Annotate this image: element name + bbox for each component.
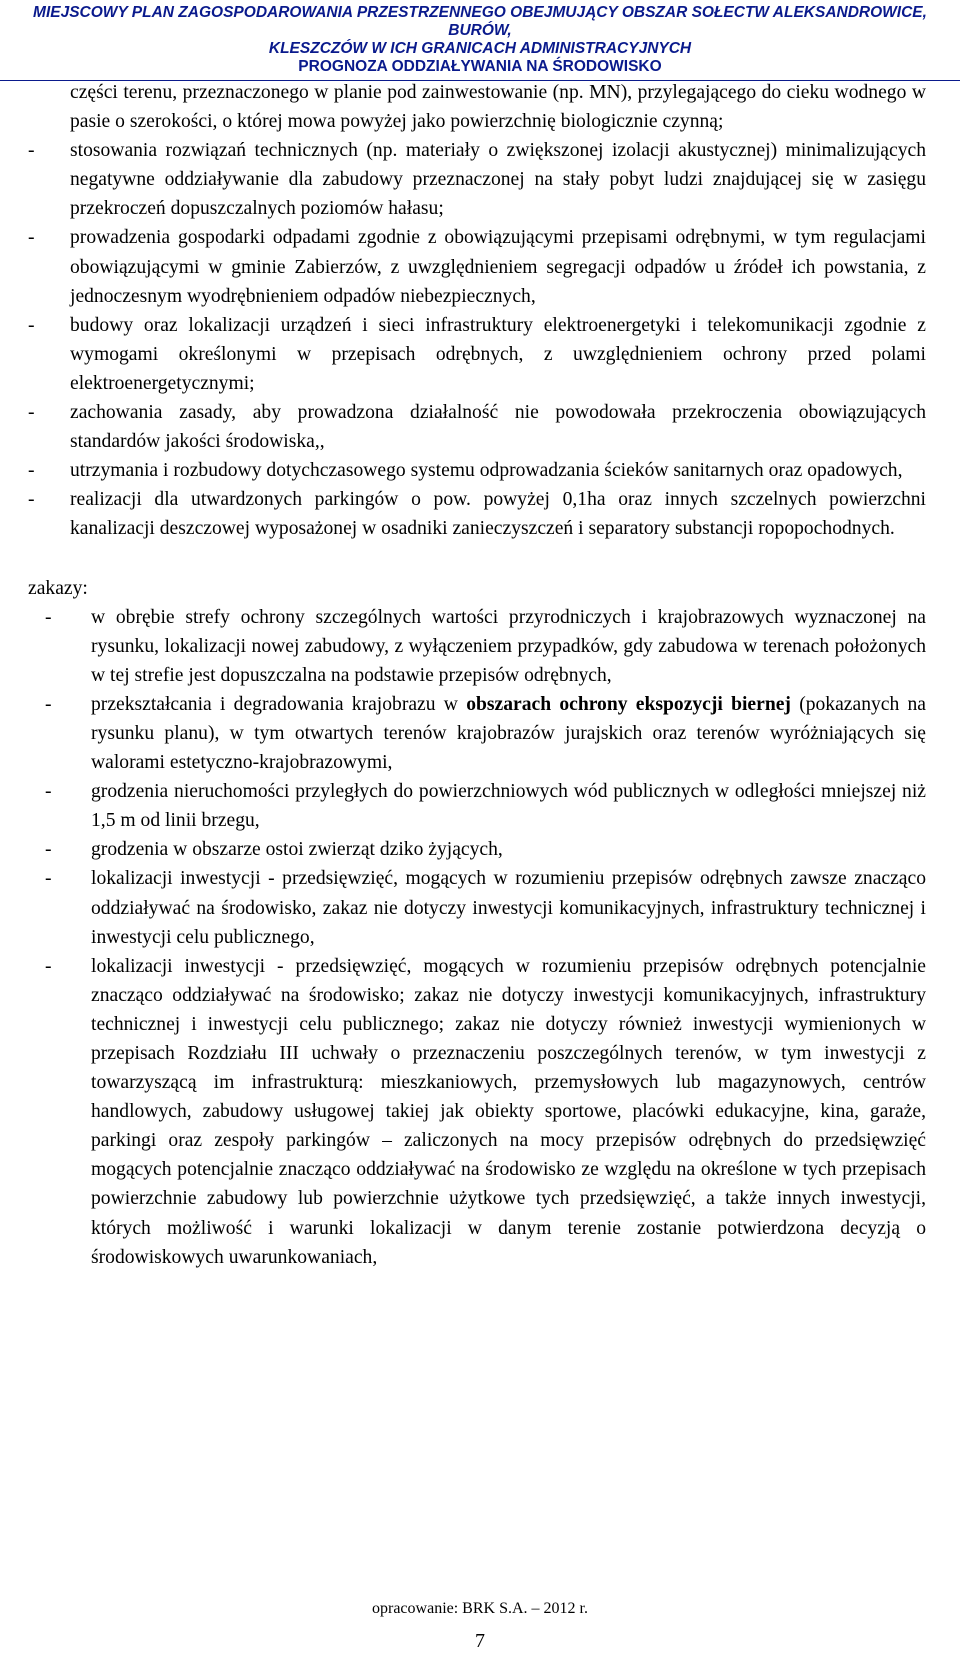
list-item-text-pre: przekształcania i degradowania krajobrazu w — [91, 693, 467, 715]
list-item-text-bold: obszarach ochrony ekspozycji biernej — [466, 693, 791, 715]
list-item-text: realizacji dla utwardzonych parkingów o pow. powyżej 0,1ha oraz innych szczelnych powierzchni kanalizacji deszczowej wyposażonej w osadniki zanieczyszczeń i separatory substancji ropopochodnych. — [70, 489, 926, 540]
header-subtitle: PROGNOZA ODDZIAŁYWANIA NA ŚRODOWISKO — [298, 58, 662, 75]
list-item — [28, 777, 926, 835]
list-item — [28, 136, 926, 223]
dash-marker: - — [28, 227, 35, 249]
dash-marker: - — [45, 693, 52, 715]
header-title-line1: MIEJSCOWY PLAN ZAGOSPODAROWANIA PRZESTRZENNEGO OBEJMUJĄCY OBSZAR SOŁECTW ALEKSANDROWICE, BURÓW, — [33, 4, 927, 39]
list-item-text-post: (pokazanych na rysunku planu), w tym otwartych terenów krajobrazów jurajskich oraz terenów wyróżniających się walorami estetyczno-krajobrazowymi, — [91, 693, 927, 774]
list-item — [28, 603, 926, 690]
dash-marker: - — [45, 839, 52, 861]
list-item-text: lokalizacji inwestycji - przedsięwzięć, mogących w rozumieniu przepisów odrębnych potencjalnie znacząco oddziaływać na środowisko; zakaz nie dotyczy inwestycji komunikacyjnych, infrastruktury technicznej i inwestycji celu publicznego; zakaz nie dotyczy również inwestycji wymienionych w przepisach Rozdziału III uchwały o przeznaczeniu poszczególnych terenów, w tym inwestycji z towarzyszącą im infrastrukturą: mieszkaniowych, przemysłowych lub magazynowych, centrów handlowych, zabudowy usługowej takiej jak obiekty sportowe, placówki edukacyjne, kina, garaże, parkingi oraz zespoły parkingów – zaliczonych na mocy przepisów odrębnych do przedsięwzięć mogących potencjalnie znacząco oddziaływać na środowisko ze względu na określone w tych przepisach powierzchnie zabudowy lub powierzchnie użytkowe tych przedsięwzięć, a także innych inwestycji, których możliwość i warunki lokalizacji w danym terenie zostanie potwierdzona decyzją o środowiskowych uwarunkowaniach, — [91, 955, 926, 1268]
list-item — [28, 690, 926, 777]
list-item-text: w obrębie strefy ochrony szczególnych wartości przyrodniczych i krajobrazowych wyznaczonej na rysunku, lokalizacji nowej zabudowy, z wyłączeniem przypadków, gdy zabudowa w terenach położonych w tej strefie jest dopuszczalna na podstawie przepisów odrębnych, — [91, 606, 926, 686]
list-item-text: prowadzenia gospodarki odpadami zgodnie z obowiązującymi przepisami odrębnymi, w tym regulacjami obowiązującymi w gminie Zabierzów, z uwzględnieniem segregacji odpadów u źródeł ich powstania, z jednoczesnym wyodrębnieniem odpadów niebezpiecznych, — [70, 227, 926, 307]
document-header — [0, 4, 960, 81]
document-body — [28, 78, 926, 1272]
list-item — [28, 485, 926, 543]
list-item — [28, 835, 926, 864]
list-item-text: stosowania rozwiązań technicznych (np. materiały o zwiększonej izolacji akustycznej) minimalizujących negatywne oddziaływanie dla zabudowy przeznaczonej na stały pobyt ludzi znajdującej się w zasięgu przekroczeń dopuszczalnych poziomów hałasu; — [70, 140, 926, 220]
list-item — [28, 952, 926, 1272]
dash-marker: - — [28, 489, 35, 511]
dash-marker: - — [28, 314, 35, 336]
list-item — [28, 311, 926, 398]
list-item — [28, 398, 926, 456]
dash-marker: - — [45, 955, 52, 977]
list-item — [28, 223, 926, 310]
dash-marker: - — [45, 606, 52, 628]
dash-marker: - — [45, 868, 52, 890]
footer-credit: opracowanie: BRK S.A. – 2012 r. — [372, 1600, 588, 1617]
dash-marker: - — [28, 140, 35, 162]
list-item-text: zachowania zasady, aby prowadzona działalność nie powodowała przekroczenia obowiązujących standardów jakości środowiska,, — [70, 402, 926, 453]
dash-marker: - — [28, 402, 35, 424]
list-item — [28, 864, 926, 951]
requirements-list — [28, 136, 926, 543]
list-item-text: budowy oraz lokalizacji urządzeń i sieci infrastruktury elektroenergetyki i telekomunikacji zgodnie z wymogami określonymi w przepisach odrębnych, z uwzględnieniem ochrony przed polami elektroenergetycznymi; — [70, 314, 926, 394]
prohibitions-list — [28, 603, 926, 1272]
list-item-text: grodzenia nieruchomości przyległych do powierzchniowych wód publicznych w odległości mniejszej niż 1,5 m od linii brzegu, — [91, 781, 926, 832]
continuation-paragraph: części terenu, przeznaczonego w planie pod zainwestowanie (np. MN), przylegającego do cieku wodnego w pasie o szerokości, o której mowa powyżej jako powierzchnię biologicznie czynną; — [70, 82, 926, 133]
dash-marker: - — [28, 460, 35, 482]
zakazy-heading: zakazy: — [28, 577, 88, 599]
list-item-text: utrzymania i rozbudowy dotychczasowego systemu odprowadzania ścieków sanitarnych oraz opadowych, — [70, 460, 903, 482]
page-number: 7 — [475, 1630, 485, 1652]
header-title-line2: KLESZCZÓW W ICH GRANICACH ADMINISTRACYJNYCH — [268, 40, 692, 57]
list-item — [28, 456, 926, 485]
list-item-text: lokalizacji inwestycji - przedsięwzięć, mogących w rozumieniu przepisów odrębnych zawsze znacząco oddziaływać na środowisko, zakaz nie dotyczy inwestycji komunikacyjnych, infrastruktury technicznej i inwestycji celu publicznego, — [91, 868, 926, 948]
dash-marker: - — [45, 781, 52, 803]
list-item-text: grodzenia w obszarze ostoi zwierząt dziko żyjących, — [91, 839, 503, 861]
